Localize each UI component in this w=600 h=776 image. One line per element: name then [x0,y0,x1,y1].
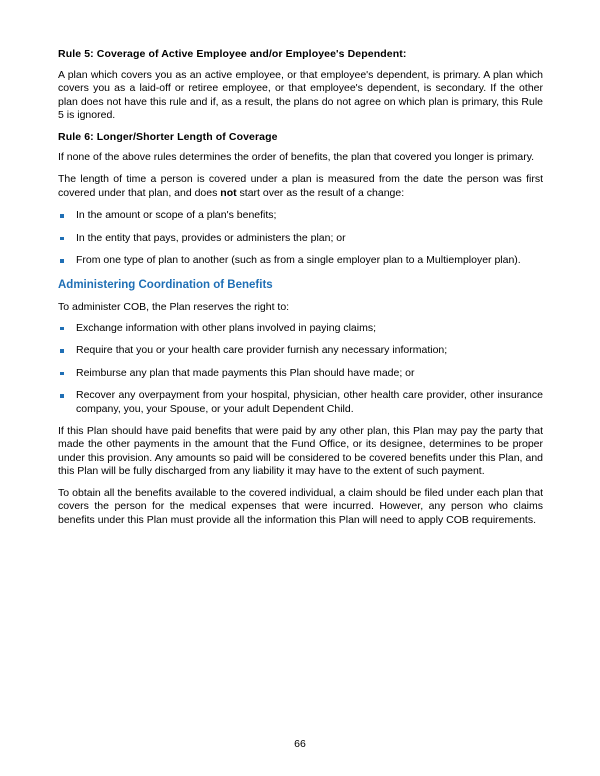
square-bullet-icon [60,259,64,263]
change-items-list [58,209,543,268]
plan-rights-list [58,322,543,417]
list-item [58,344,543,358]
administering-cob-heading: Administering Coordination of Benefits [58,278,273,291]
list-item [58,209,543,223]
list-item [58,367,543,381]
square-bullet-icon [60,237,64,241]
rule-6-paragraph-2 [58,173,543,200]
square-bullet-icon [60,327,64,331]
page-content [58,48,543,536]
list-item-label: Reimburse any plan that made payments this Plan should have made; or [76,366,415,379]
list-item-label: Require that you or your health care provider furnish any necessary information; [76,344,448,357]
square-bullet-icon [60,394,64,398]
list-item-label: Exchange information with other plans involved in paying claims; [76,321,376,334]
page-number: 66 [294,738,306,750]
list-item-label: Recover any overpayment from your hospital, physician, other health care provider, other insurance company, you, your Spouse, or your adult Dependent Child. [76,389,543,415]
list-item [58,322,543,336]
list-item [58,254,543,268]
list-item [58,232,543,246]
rule-6-paragraph-1: If none of the above rules determines the order of benefits, the plan that covered you longer is primary. [58,151,535,164]
rule-6-paragraph-2-text-after: start over as the result of a change: [236,186,405,199]
rule-5-paragraph: A plan which covers you as an active employee, or that employee's dependent, is primary. A plan which covers you as a laid-off or retiree employee, or that employee's dependent, is secondary. If the other plan does not have this rule and if, as a result, the plans do not agree on which plan is primary, this Rule 5 is ignored. [58,68,543,122]
rule-6-heading: Rule 6: Longer/Shorter Length of Coverage [58,130,278,143]
square-bullet-icon [60,214,64,218]
list-item-label: In the entity that pays, provides or administers the plan; or [76,231,346,244]
list-item [58,389,543,416]
rule-5-heading: Rule 5: Coverage of Active Employee and/or Employee's Dependent: [58,48,407,60]
rule-6-emphasis-not: not [220,186,237,199]
rule-6-paragraph-2-text-before: The length of time a person is covered under a plan is measured from the date the person was first covered under that plan, and does [58,172,543,199]
square-bullet-icon [60,372,64,376]
list-item-label: From one type of plan to another (such as from a single employer plan to a Multiemployer plan). [76,254,521,267]
square-bullet-icon [60,349,64,353]
list-item-label: In the amount or scope of a plan's benefits; [76,209,277,222]
administering-paragraph-1: If this Plan should have paid benefits that were paid by any other plan, this Plan may pay the party that made the other payments in the amount that the Fund Office, or its designee, determines to be proper under this provision. Any amounts so paid will be considered to be covered benefits under this Plan, and this Plan will be fully discharged from any liability it may have to the extent of such payment. [58,424,543,478]
administering-paragraph-2: To obtain all the benefits available to the covered individual, a claim should be filed under each plan that covers the person for the medical expenses that were incurred. However, any person who claims benefits under this Plan must provide all the information this Plan will need to apply COB requirements. [58,486,543,527]
administering-lead-in: To administer COB, the Plan reserves the right to: [58,300,290,313]
